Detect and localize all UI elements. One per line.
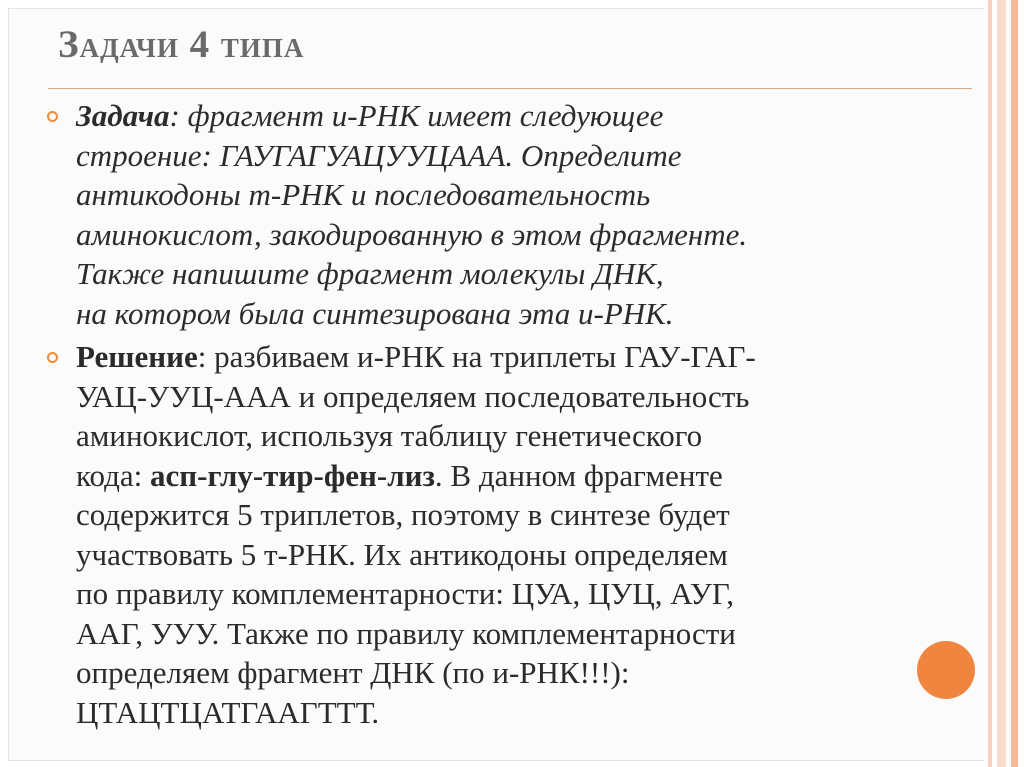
solution-text: : разбиваем и-РНК на триплеты ГАУ-ГАГ- bbox=[197, 339, 756, 374]
solution-line bbox=[76, 337, 956, 377]
solution-line: аминокислот, используя таблицу генетического bbox=[76, 418, 703, 453]
solution-line: по правилу комплементарности: ЦУА, ЦУЦ, АУГ, bbox=[76, 576, 735, 611]
amino-acid-sequence: асп-глу-тир-фен-лиз bbox=[150, 457, 435, 493]
solution-line bbox=[76, 456, 956, 496]
slide-title: Задачи 4 типа bbox=[58, 23, 305, 66]
solution-line: определяем фрагмент ДНК (по и-РНК!!!): bbox=[76, 655, 630, 690]
solution-text: кода: bbox=[76, 457, 150, 493]
solution-paragraph bbox=[76, 337, 956, 732]
decorative-circle bbox=[917, 641, 975, 699]
solution-line: ЦТАЦТЦАТГААГТТТ. bbox=[76, 694, 380, 730]
bullet-icon bbox=[47, 111, 58, 122]
task-line: Также напишите фрагмент молекулы ДНК, bbox=[76, 256, 664, 291]
task-line: строение: ГАУГАГУАЦУУЦААА. Определите bbox=[76, 137, 682, 173]
slide-content bbox=[76, 96, 956, 736]
solution-label: Решение bbox=[76, 339, 198, 374]
task-line bbox=[76, 96, 956, 136]
bullet-icon bbox=[47, 352, 58, 363]
solution-line: содержится 5 триплетов, поэтому в синтезе будет bbox=[76, 497, 730, 532]
task-paragraph bbox=[76, 96, 956, 333]
task-line: аминокислот, закодированную в этом фрагменте. bbox=[76, 216, 748, 252]
task-text: : фрагмент и-РНК имеет следующее bbox=[169, 98, 664, 133]
solution-line: ААГ, УУУ. Также по правилу комплементарности bbox=[76, 615, 736, 651]
title-divider bbox=[48, 88, 972, 89]
task-line: на котором была синтезирована эта и-РНК. bbox=[76, 295, 674, 331]
task-line: антикодоны т-РНК и последовательность bbox=[76, 177, 651, 212]
solution-line: участвовать 5 т-РНК. Их антикодоны определяем bbox=[76, 536, 728, 572]
solution-text: . В данном фрагменте bbox=[434, 457, 723, 493]
decorative-stripes bbox=[984, 0, 1024, 767]
task-label: Задача bbox=[76, 98, 170, 133]
solution-line: УАЦ-УУЦ-ААА и определяем последовательность bbox=[76, 378, 750, 414]
